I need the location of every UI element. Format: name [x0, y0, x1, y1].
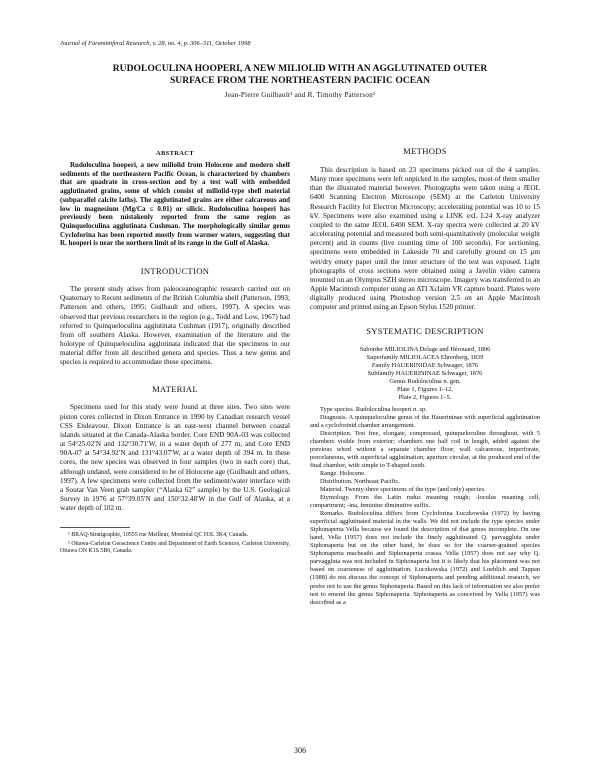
methods-heading: METHODS: [403, 146, 447, 156]
taxonomy-block: [310, 346, 540, 402]
journal-header: Journal of Foraminiferal Research, v. 28, no. 4, p. 306–311, October 1998: [60, 40, 251, 47]
introduction-text: The present study arises from paleoceanographic research carried out on Quaternary to Recent sediments of the British Columbia shelf (Patterson, 1993; Patterson and others, 1995; Guilbault and others, 1997). A species was observed that previous researchers in the region (e.g., Todd and Low, 1967) had referred to Quinqueloculina agglutinata Cushman (1917), originally described from off southern Alaska. However, examination of the literature and the holotype of Quinqueloculina agglutinata indicated that the specimens in our material differ from all described genera and species. Thus a new genus and species is required to accommodate these specimens.: [60, 285, 290, 367]
footnote-2: ² Ottawa-Carleton Geoscience Centre and Department of Earth Sciences, Carleton University, Ottawa ON K1S 5B6, Canada.: [60, 540, 290, 555]
footnote-rule: [60, 527, 130, 528]
page-number: 306: [294, 746, 306, 755]
taxonomy-line: Plate 2, Figures 1–5.: [398, 393, 452, 401]
material-text: Specimens used for this study were found at three sites. Two sites were piston cores collected in Dixon Entrance in 1990 by Canadian research vessel CSS Endeavour. Dixon Entrance is an east-west channel between coastal islands situated at the Canada-Alaska border. Core END 90A-03 was collected at 54°25.02′N and 132°30.71′W, in a water depth of 277 m, and Core END 90A-07 at 54°34.92′N and 131°43.07′W, at a water depth of 394 m. In these cores, the new species was observed in four samples (two in each core) that, although undated, were considered to be of Holocene age (Guilbault and others, 1997). A few specimens were collected from the sediment/water interface with a Soutar Van Veen grab sampler (“Alaska 62” sample) by the U.S. Geological Survey in 1976 at 57°39.05′N and 150°32.48′W in the Gulf of Alaska, at a water depth of 102 m.: [60, 403, 290, 513]
abstract-heading: ABSTRACT: [155, 150, 194, 157]
footnote-1: ¹ BRAQ-Stratigraphie, 10555 rue Meilleur, Montréal QC H3L 3K4, Canada.: [68, 532, 249, 539]
type-species: Type species. Rudoloculina hooperi n. sp.: [320, 405, 427, 413]
systematic-heading: SYSTEMATIC DESCRIPTION: [366, 325, 484, 336]
material-heading: MATERIAL: [152, 384, 198, 395]
taxonomy-line: Subfamily HAUERININAE Schwager, 1876: [367, 369, 483, 377]
left-column: [60, 146, 290, 557]
abstract-text: Rudoloculina hooperi, a new miliolid from Holocene and modern shelf sediments of the northeastern Pacific Ocean, is characterized by chambers that are quadrate in cross-section and by a test wall with embedded agglutinated grains, some of which consist of miliolid-type shell material (subparallel calcite laths). The agglutinated grains are either calcareous and low in magnesium (Mg/Ca ≤ 0.01) or silicic. Rudoloculina hooperi has previously been mistakenly reported from the same region as Quinqueloculina agglutinata Cushman. The morphologically similar genus Cycloforina has been reported mostly from warmer waters, suggesting that R. hooperi is near the northern limit of its range in the Gulf of Alaska.: [60, 161, 290, 248]
right-column: [310, 146, 540, 607]
article-title: [56, 63, 544, 87]
taxonomy-line: Plate 1, Figures 1–12,: [397, 385, 453, 393]
range: Range. Holocene.: [320, 469, 366, 477]
distribution: Distribution. Northeast Pacific.: [320, 477, 400, 485]
author-line: Jean-Pierre Guilbault¹ and R. Timothy Patterson²: [224, 91, 376, 99]
description: Description. Test free, elongate, compressed, quinqueloculine throughout, with 5 chambers visible from exterior; chambers one half coil in length, added against the previous whorl without a separate chamber floor; wall calcareous, imperforate, porcelaneous, with superficial agglutination; aperture circular, at the produced end of the final chamber, with simple to T-shaped tooth.: [310, 429, 540, 469]
title-line-2: SURFACE FROM THE NORTHEASTERN PACIFIC OCEAN: [169, 75, 431, 86]
taxonomy-line: Family HAUERINIDAE Schwager, 1876: [371, 361, 479, 369]
diagnosis: Diagnosis. A quinqueloculine genus of the Hauerininae with superficial agglutination and a cycloforinid chamber arrangement.: [310, 413, 540, 429]
introduction-heading: INTRODUCTION: [140, 266, 210, 277]
taxonomy-line: Superfamily MILIOLACEA Ehrenberg, 1839: [366, 353, 484, 361]
remarks: Remarks. Rudoloculina differs from Cycloforina Łuczkowska (1972) by having superficial agglutinated material in the walls. We did not include the type species under Siphonaperta Vella because we found the description of that genus incomplete. On one hand, Vella (1957) does not include the finely agglutinated Q. parvaggluta under Siphonaperta but on the other hand, he does so for the coarser-grained species Siphonaperta macbeathi and Siphonaperta crassa. Vella (1957) does not say why Q. parvaggluta was not included in Siphonaperta but it is likely that his placement was not based on coarseness of agglutination. Łuczkowska (1972) and Loeblich and Tappan (1988) do not discuss the concept of Siphonaperta and pending additional research, we prefer not to use the genus Siphonaperta. Based on this lack of information we also prefer not to emend the genus Siphonaperta. Siphonaperta as conceived by Vella (1957) was described as a: [310, 510, 540, 606]
taxonomy-line: Genus Rudoloculina n. gen.: [389, 377, 461, 385]
taxonomy-line: Suborder MILIOLINA Delage and Hérouard, 1896: [359, 345, 491, 353]
material-note: Material. Twenty-three specimens of the type (and only) species.: [320, 485, 486, 493]
etymology: Etymology. From the Latin rudus meaning rough; -loculus meaning cell, compartment; -ina, feminine diminutive suffix.: [310, 494, 540, 510]
title-line-1: RUDOLOCULINA HOOPERI, A NEW MILIOLID WITH AN AGGLUTINATED OUTER: [112, 63, 488, 74]
methods-text: This description is based on 23 specimens picked out of the 4 samples. Many more specimens were left unpicked in the samples, most of them smaller than the illustrated material however. Photographs were taken using a JEOL 6400 Scanning Electron Microscope (SEM) at the Carleton University Research Facility for Electron Microscopy; accelerating potential was 10 to 15 kV. Specimens were also examined using a LINK exL L24 X-ray analyzer coupled to the same JEOL 6400 SEM. X-ray spectra were collected at 20 kV accelerating potential and measured both semi-quantitatively (molecular weight percent) and in counts (live counting time of 100 seconds). For sectioning, specimens were embedded in Lakeside 70 and carefully ground on 15 µm wet/dry emery paper until the inner structure of the test was exposed. Light photographs of cross sections were obtained using a Javelin video camera mounted on an Olympus SZH stereo microscope. Imagery was transferred to an Apple Macintosh computer using an ATI Xclaim VR capture board. Plates were digitally produced using Photoshop version 2.5 on an Apple Macintosh computer and printed using an Epson Stylus 1520 printer.: [310, 166, 540, 312]
